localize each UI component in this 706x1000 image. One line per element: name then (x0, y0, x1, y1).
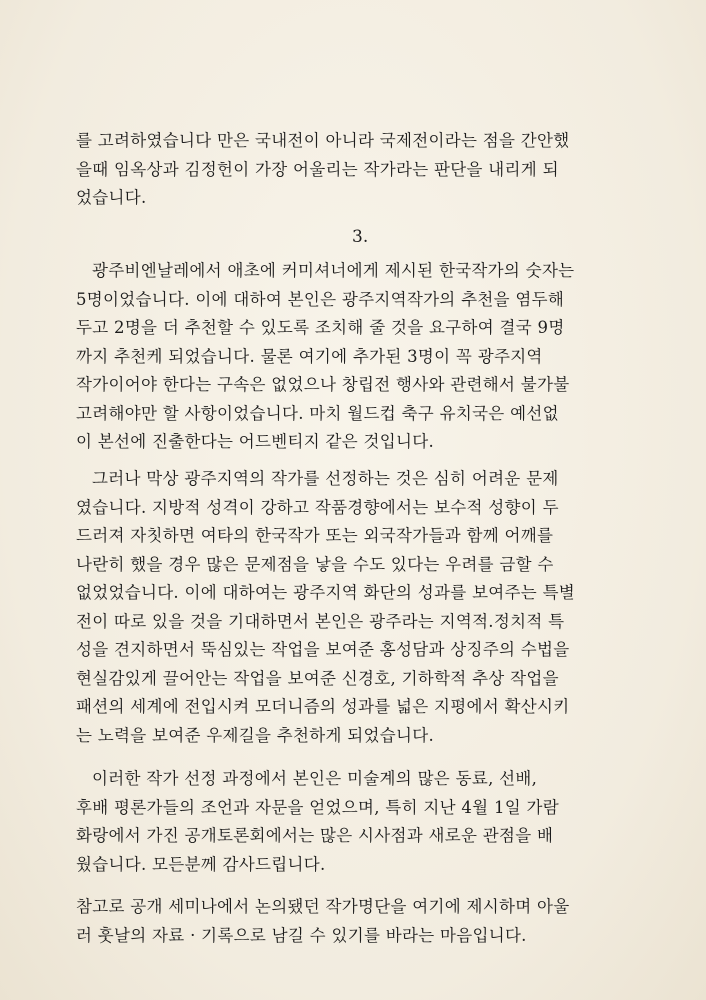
paragraph-1 (76, 127, 656, 213)
text-line: 드러져 자칫하면 여타의 한국작가 또는 외국작가들과 함께 어깨를 (76, 526, 554, 545)
text-line: 였습니다. 지방적 성격이 강하고 작품경향에서는 보수적 성향이 두 (76, 497, 559, 517)
text-line: 그러나 막상 광주지역의 작가를 선정하는 것은 심히 어려운 문제 (92, 469, 559, 488)
text-line: 참고로 공개 세미나에서 논의됐던 작가명단을 여기에 제시하며 아울 (76, 897, 570, 916)
text-line: 현실감있게 끌어안는 작업을 보여준 신경호, 기하학적 추상 작업을 (76, 668, 559, 688)
text-line: 성을 견지하면서 뚝심있는 작업을 보여준 홍성담과 상징주의 수법을 (76, 640, 570, 659)
text-line: 5명이었습니다. 이에 대하여 본인은 광주지역작가의 추천을 염두해 (76, 289, 565, 309)
text-line: 를 고려하였습니다 만은 국내전이 아니라 국제전이라는 점을 간안했 (76, 131, 570, 150)
text-line: 는 노력을 보여준 우제길을 추천하게 되었습니다. (76, 725, 435, 745)
text-line: 화랑에서 가진 공개토론회에서는 많은 시사점과 새로운 관점을 배 (76, 826, 554, 845)
text-line: 고려해야만 할 사항이었습니다. 마치 월드컵 축구 유치국은 예선없 (76, 403, 559, 423)
text-line: 나란히 했을 경우 많은 문제점을 낳을 수도 있다는 우려를 금할 수 (76, 554, 554, 574)
text-line: 패션의 세계에 전입시켜 모더니즘의 성과를 넓은 지평에서 확산시키 (76, 697, 570, 716)
paragraph-5 (76, 893, 656, 950)
text-line: 이러한 작가 선정 과정에서 본인은 미술계의 많은 동료, 선배, (92, 769, 538, 788)
paragraph-2 (76, 257, 656, 457)
text-line: 전이 따로 있을 것을 기대하면서 본인은 광주라는 지역적.정치적 특 (76, 611, 565, 631)
text-line: 웠습니다. 모든분께 감사드립니다. (76, 854, 326, 874)
text-line: 광주비엔날레에서 애초에 커미셔너에게 제시된 한국작가의 숫자는 (92, 261, 575, 280)
text-line: 까지 추천케 되었습니다. 물론 여기에 추가된 3명이 꼭 광주지역 (76, 346, 543, 366)
section-number: 3. (352, 227, 369, 247)
text-line: 후배 평론가들의 조언과 자문을 얻었으며, 특히 지난 4월 1일 가람 (76, 797, 560, 817)
text-line: 러 훗날의 자료 · 기록으로 남길 수 있기를 바라는 마음입니다. (76, 925, 527, 945)
text-line: 작가이어야 한다는 구속은 없었으나 창립전 행사와 관련해서 불가불 (76, 375, 570, 394)
text-line: 을때 임옥상과 김정헌이 가장 어울리는 작가라는 판단을 내리게 되 (76, 159, 559, 179)
text-line: 이 본선에 진출한다는 어드벤티지 같은 것입니다. (76, 432, 435, 451)
text-line: 었습니다. (76, 188, 147, 207)
text-line: 두고 2명을 더 추천할 수 있도록 조치해 줄 것을 요구하여 결국 9명 (76, 318, 565, 337)
paragraph-3 (76, 465, 656, 750)
text-line: 없었었습니다. 이에 대하여는 광주지역 화단의 성과를 보여주는 특별 (76, 583, 576, 602)
paragraph-4 (76, 765, 656, 879)
